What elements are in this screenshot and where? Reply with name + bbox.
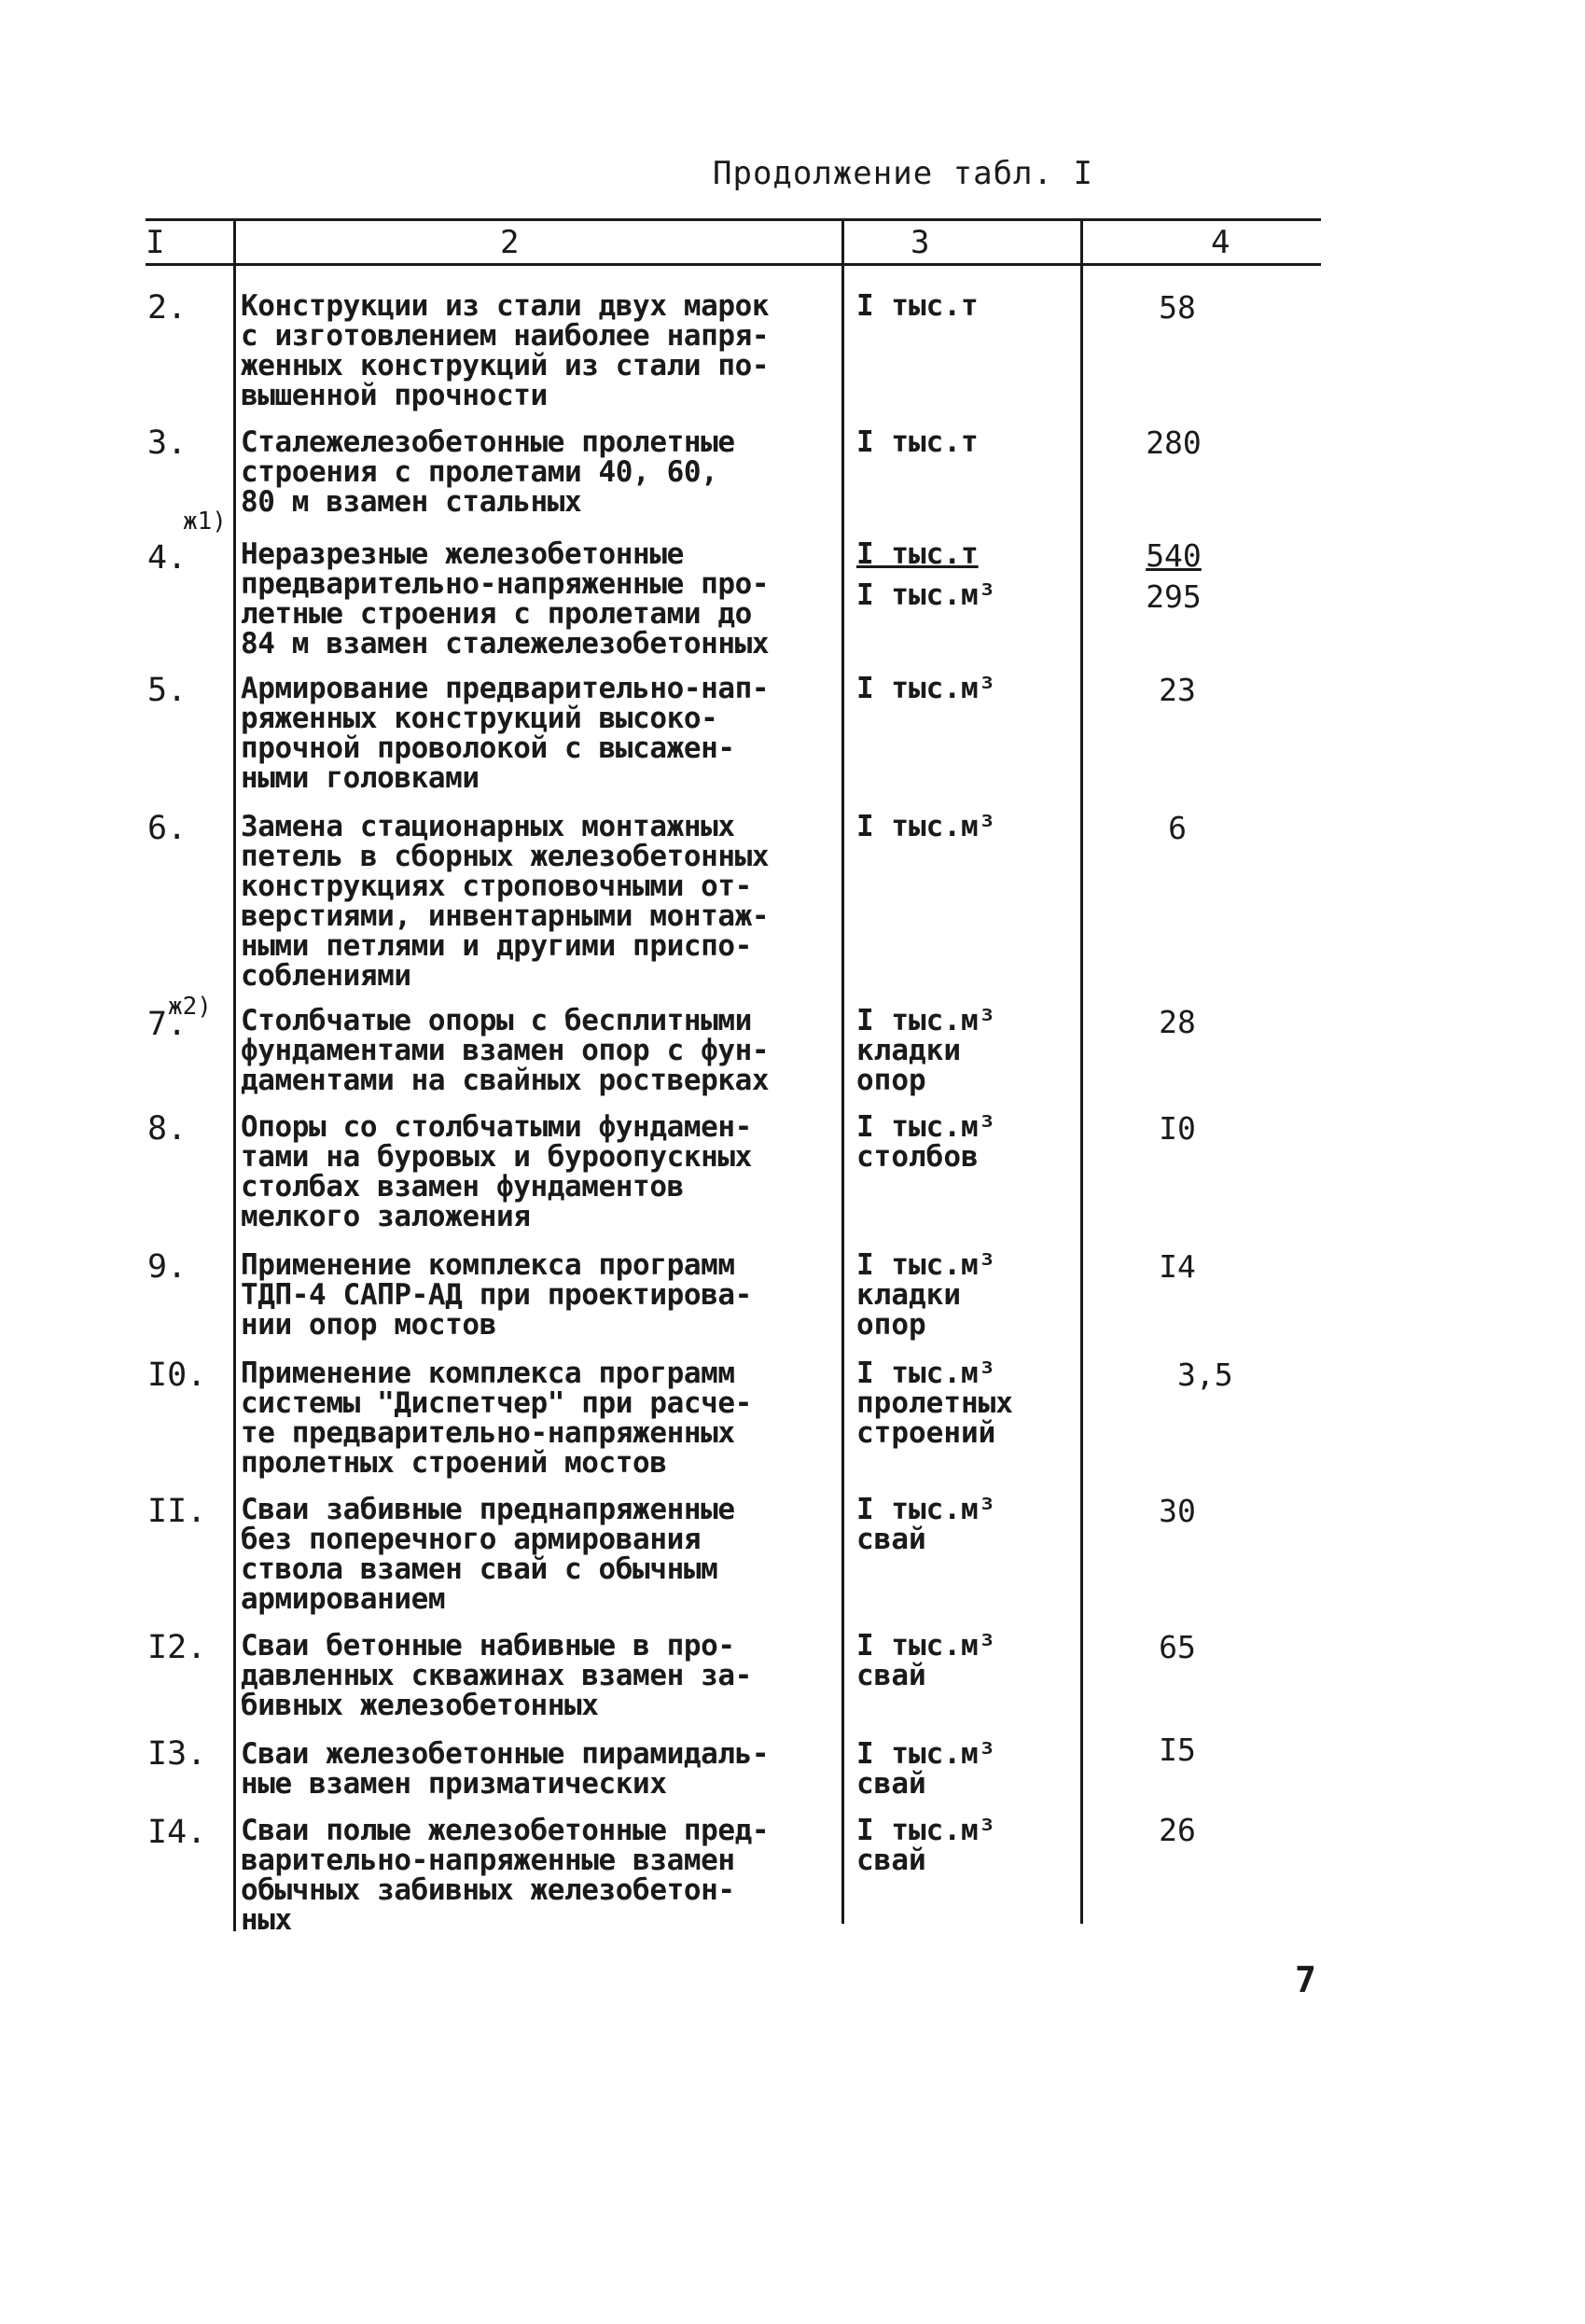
row-unit: I тыс.м³ кладки опор — [856, 1248, 996, 1342]
row-value-bottom: 295 — [1146, 578, 1202, 615]
row-number: I4. — [147, 1814, 207, 1851]
row-unit: I тыс.м³ — [856, 810, 996, 843]
table-column-divider-1 — [233, 218, 236, 1931]
header-col-3: 3 — [911, 224, 930, 261]
table-top-rule — [146, 218, 1321, 221]
row-description: Столбчатые опоры с бесплитными фундаментами взамен опор с фун- даментами на свайных ростверках — [241, 1004, 770, 1097]
row-description: Применение комплекса программ ТДП-4 САПР-АД при проектирова- нии опор мостов — [241, 1248, 752, 1342]
row-description: Сваи забивные преднапряженные без поперечного армирования ствола взамен свай с обычным армированием — [241, 1493, 735, 1616]
row-unit: I тыс.м³ свай — [856, 1814, 996, 1877]
row-footnote-mark: ж2) — [168, 993, 212, 1021]
row-unit: I тыс.м³ свай — [856, 1629, 996, 1692]
row-number: 4. — [147, 539, 188, 577]
row-number: I0. — [147, 1357, 207, 1394]
row-value: I5 — [1159, 1732, 1196, 1768]
row-value: 65 — [1159, 1629, 1196, 1665]
row-value-top: 540 — [1146, 537, 1202, 574]
row-number: 6. — [147, 810, 188, 847]
row-description: Армирование предварительно-нап- ряженных конструкций высоко- прочной проволокой с высажен- ными головками — [241, 672, 770, 795]
row-description: Сваи бетонные набивные в про- давленных скважинах взамен за- бивных железобетонных — [241, 1629, 752, 1722]
row-number: II. — [147, 1493, 207, 1530]
row-unit-bottom: I тыс.м³ — [856, 578, 996, 612]
row-value: I4 — [1159, 1248, 1196, 1285]
row-value: 26 — [1159, 1812, 1196, 1848]
row-value: 6 — [1168, 810, 1187, 846]
header-col-1: I — [146, 224, 165, 261]
row-description: Сваи железобетонные пирамидаль- ные взамен призматических — [241, 1737, 770, 1801]
row-number: 2. — [147, 289, 188, 327]
row-unit: I тыс.м³ кладки опор — [856, 1004, 996, 1097]
row-footnote-mark: ж1) — [183, 508, 227, 536]
row-description: Опоры со столбчатыми фундамен- тами на буровых и буроопускных столбах взамен фундаментов мелкого заложения — [241, 1110, 752, 1233]
row-description: Конструкции из стали двух марок с изготовлением наиболее напря- женных конструкций из стали по- вышенной прочности — [241, 289, 770, 412]
row-value: 28 — [1159, 1004, 1196, 1040]
row-value: 280 — [1146, 424, 1202, 461]
row-number: I2. — [147, 1629, 207, 1666]
row-unit: I тыс.м³ пролетных строений — [856, 1357, 1013, 1450]
header-col-2: 2 — [500, 224, 520, 261]
row-unit: I тыс.м³ столбов — [856, 1110, 996, 1174]
row-description: Неразрезные железобетонные предварительно-напряженные про- летные строения с пролетами до 84 м взамен сталежелезобетонных — [241, 537, 770, 661]
page-number: 7 — [1295, 1959, 1316, 2000]
row-number: I3. — [147, 1735, 207, 1773]
row-number: 7. — [147, 1006, 188, 1043]
row-unit: I тыс.м³ — [856, 672, 996, 705]
row-number: 9. — [147, 1248, 188, 1286]
row-value: 30 — [1159, 1493, 1196, 1529]
row-unit: I тыс.т — [856, 289, 979, 323]
row-description: Сталежелезобетонные пролетные строения с пролетами 40, 60, 80 м взамен стальных — [241, 425, 735, 519]
row-number: 5. — [147, 672, 188, 709]
header-col-4: 4 — [1211, 224, 1230, 261]
table-column-divider-3 — [1080, 218, 1083, 1924]
table-header-rule — [146, 263, 1321, 266]
row-value: I0 — [1159, 1110, 1196, 1147]
row-value: 3,5 — [1177, 1357, 1233, 1393]
row-number: 8. — [147, 1110, 188, 1148]
row-description: Сваи полые железобетонные пред- варительно-напряженные взамен обычных забивных железобетон- ных — [241, 1814, 770, 1937]
row-value: 58 — [1159, 289, 1196, 326]
row-description: Замена стационарных монтажных петель в сборных железобетонных конструкциях строповочными от- верстиями, инвентарными монтаж- ными петлями и другими приспо- соблениями — [241, 810, 770, 993]
row-unit: I тыс.м³ свай — [856, 1737, 996, 1801]
row-unit: I тыс.т — [856, 425, 979, 459]
row-unit: I тыс.м³ свай — [856, 1493, 996, 1556]
row-value: 23 — [1159, 672, 1196, 708]
row-description: Применение комплекса программ системы "Диспетчер" при расче- те предварительно-напряженных пролетных строений мостов — [241, 1357, 752, 1480]
row-unit-top: I тыс.т — [856, 537, 979, 571]
row-number: 3. — [147, 424, 188, 462]
table-caption: Продолжение табл. I — [713, 155, 1093, 192]
